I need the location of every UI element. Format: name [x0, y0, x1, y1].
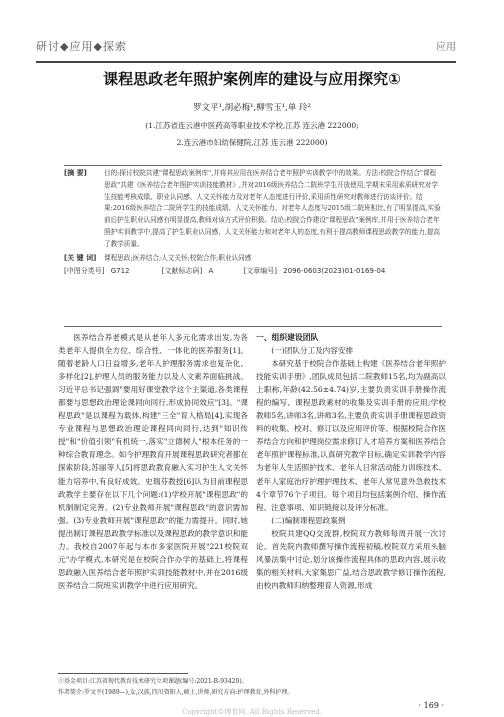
subsection-heading: (二)编制课程思政案例 [271, 515, 346, 525]
abstract-text: 目的:探讨校院共建"课程思政案例库",并将其应用在医养结合老年照护实训教学中的效果。方法:校院合作结合"课程思政"共建《医养结合老年照护实训技能教材》,并对2016级医养结合二院班学生开放使用,学期末采用素质研究对学生技能考核成绩、职业认同感、人文关怀能力及对老年人态度进行评价,采用质性研究对教师进行访谈评价。结果:2016级医养结合二院班学生的技能成绩、人文关怀能力、对老年人态度与2015级二院班相比,有了明显提高,实验前后护生职业认同感有明显提高,教师对该方式评价积极。结论:校院合作建设"课程思政"案例库,并用于医养结合老年照护实训教学中,提高了护生职业认同感、人文关怀能力和对老年人的态度,有利于提高教师课程思政教学的能力,提高了教学质量。 [104, 169, 441, 248]
body-column-right [256, 331, 446, 592]
abstract [64, 168, 442, 251]
header-rule [36, 61, 456, 63]
author-list: 罗文平¹,胡必梅¹,柳雪玉¹,单 玲² [193, 103, 311, 113]
subsection-heading: (一)团队分工及内容安排 [271, 346, 354, 356]
journal-column-title: 研讨◆应用◆探索 [36, 40, 127, 53]
abstract-bottom-rule [64, 326, 442, 327]
footnote-fund: ①基金项目:江苏省现代教育技术研究立项课题(编号:2021-R-93420)。 [58, 678, 248, 685]
section-tag: 应用 [436, 42, 456, 53]
running-header [36, 38, 456, 52]
body-paragraph: 本研究基于校院合作基础上构建《医养结合老年照护技能实训手册》,团队成员包括二院教师15名,均为副高以上职称,年龄(42.56±4.74)岁,主要负责实训手册操作流程的编写、课程思政素材的收集及实训手册的应用;学校教师5名,讲师3名,讲师3名,主要负责实训手册课程思政资料的收集、校对、修订以及应用评价等。根据校院合作医养结合方向和护理岗位需求修订人才培养方案和医养结合老年照护课程标准,认真研究教学目标,确定实训教学内容为老年人生活照护技术、老年人日常活动能力训练技术、老年人家庭治疗护理护理技术、老年人常见意外急救技术4个章节76个子项目。每个项目均包括案例介绍、操作流程、注意事项、知识链接以及评分标准。 [256, 359, 446, 512]
affiliation-1: (1.江苏省连云港中医药高等职业技术学校,江苏 连云港 222000; [145, 121, 359, 130]
clc-label: [中图分类号] [64, 267, 105, 276]
keywords-label: [关 键 词] [64, 253, 97, 262]
abstract-block [64, 168, 442, 278]
body-paragraph: 医养结合养老模式是从老年人多元化需求出发,为各类老年人提供全方位、综合性、一体化的医养服务[1]。随着老龄人口日益增多,老年人护理服务需求也复杂化、多样化[2],护理人员的服务能力以及人文素养面临挑战。习近平总书记强调"要用好课堂教学这个主渠道,各类课程都要与思想政治理论课同向同行,形成协同效应"[3]。"课程思政"是以课程为载体,构建"三全"育人格局[4],实现各专业课程与思想政治理论课程同向同行,达到"知识传授"和"价值引领"有机统一,落实"立德树人"根本任务的一种综合教育理念。如今护理教育开展课程思政研究者都在探索阶段,苏丽等人[5]将思政教育融入实习护生人文关怀能力培养中,有良好成效。史瑞芬教授[6]认为目前课程思政教学主要存在以下几个问题:(1)学校开展"课程思政"的机制制定完善。(2)专业教师开展"课程思政"的意识需加强。(3)专业教师开展"课程思政"的能力需提升。同时,她提出制订课程思政教学标准以及课程思政的教学意识和能力。我校自2007年起与本市多家医院开展"221校院双元"办学模式,本研究是在校院合作办学的基础上,将课程思政融入医养结合老年照护实训技能教材中,并在2016级医养结合二院班实训教学中进行应用研究。 [58, 333, 248, 590]
article-title: 课程思政老年照护案例库的建设与应用探究① [103, 70, 401, 88]
article-id-label: [文章编号] [243, 267, 277, 276]
footnote-author: 作者简介:罗文平(1989—),女,汉族,四川资阳人,硕士,讲师,研究方向:护理教育,外科护理。 [58, 689, 294, 696]
copyright-watermark: Copyright©博看网. All Rights Reserved. [181, 708, 323, 716]
abstract-top-rule [64, 165, 442, 166]
keywords-text: 课程思政;医养结合;人文关怀;校院合作;职业认同感 [104, 253, 252, 262]
abstract-label: [摘 要] [64, 169, 87, 177]
footnote-rule [58, 673, 188, 674]
classification-row [64, 266, 442, 278]
keywords [64, 253, 442, 265]
body-paragraph: 校院共建QQ交流群,校院双方教师每周开展一次讨论。首先院内教师撰写操作流程初稿,校院双方采用头脑风暴法集中讨论,划分该操作流程具体的思政内容,展示收集的相关材料,大家集思广益,结合思政教学修订操作流程,由校内教师归纳整理育人资源,形成 [256, 528, 446, 590]
doc-code-value: A [208, 267, 214, 276]
clc-value: G712 [110, 267, 130, 276]
body-column-left [58, 331, 248, 592]
section-heading: 一、组织建设团队 [256, 333, 319, 342]
doc-code-label: [文献标志码] [161, 267, 203, 276]
affiliation-2: 2.连云港市妇幼保健院,江苏 连云港 222000) [176, 138, 328, 147]
article-id-value: 2096-0603(2023)01-0169-04 [283, 267, 386, 276]
page-number: · 169 · [418, 701, 444, 710]
